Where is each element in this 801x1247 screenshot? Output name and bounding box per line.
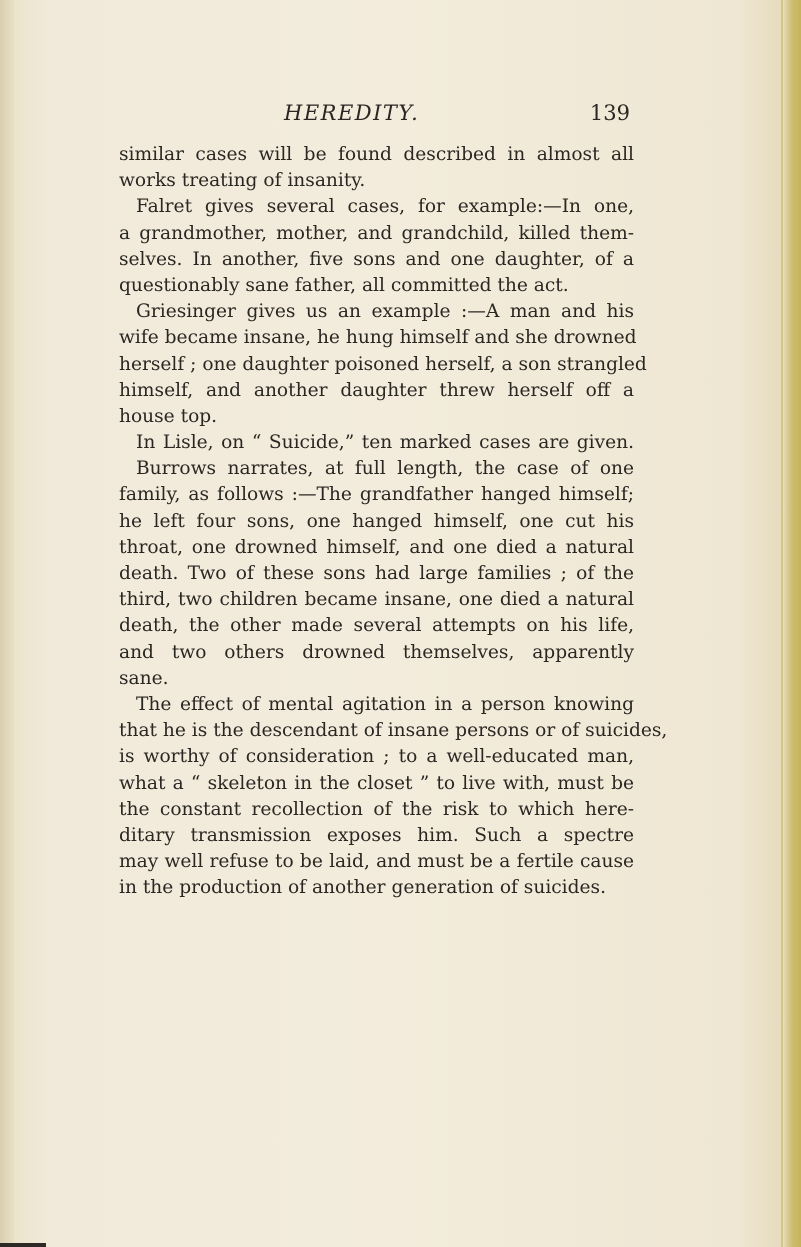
text-line: throat, one drowned himself, and one died a natural — [119, 536, 634, 558]
text-line: The effect of mental agitation in a person knowing — [136, 693, 634, 715]
text-line: questionably sane father, all committed the act. — [119, 274, 569, 296]
text-line: works treating of insanity. — [119, 170, 366, 192]
text-line: a grandmother, mother, and grandchild, killed them- — [119, 222, 634, 244]
text-line: in the production of another generation of suicides. — [119, 877, 606, 899]
text-line: herself ; one daughter poisoned herself, a son strangled — [119, 353, 647, 375]
text-line: Burrows narrates, at full length, the case of one — [136, 458, 634, 480]
running-head: HEREDITY. — [284, 101, 420, 125]
text-line: what a “ skeleton in the closet ” to live with, must be — [119, 772, 634, 794]
text-line: Falret gives several cases, for example:—In one, — [136, 196, 634, 218]
page-right-edge — [781, 0, 801, 1247]
text-line: family, as follows :—The grandfather hanged himself; — [119, 484, 634, 506]
text-line: wife became insane, he hung himself and she drowned — [119, 327, 637, 349]
text-line: himself, and another daughter threw herself off a — [119, 379, 634, 401]
text-line: he left four sons, one hanged himself, one cut his — [119, 510, 634, 532]
text-line: is worthy of consideration ; to a well-educated man, — [119, 746, 634, 768]
text-line: similar cases will be found described in almost all — [119, 144, 634, 165]
text-line: death. Two of these sons had large families ; of the — [119, 563, 634, 584]
text-line: house top. — [119, 405, 218, 427]
text-line: In Lisle, on “ Suicide,” ten marked cases are given. — [136, 432, 634, 454]
text-line: third, two children became insane, one died a natural — [119, 589, 634, 611]
page-corner-mark — [0, 1243, 46, 1247]
text-line: ditary transmission exposes him. Such a spectre — [119, 824, 634, 846]
text-line: may well refuse to be laid, and must be a fertile cause — [119, 851, 634, 873]
page-fold-line — [781, 0, 783, 1247]
text-line: that he is the descendant of insane persons or of suicides, — [119, 720, 668, 742]
text-line: the constant recollection of the risk to which here- — [119, 798, 634, 820]
page-header — [120, 101, 630, 135]
text-line: Griesinger gives us an example :—A man and his — [136, 301, 634, 323]
page-left-edge — [0, 0, 14, 1247]
text-line: sane. — [119, 667, 169, 689]
text-line: death, the other made several attempts on his life, — [119, 615, 634, 637]
text-line: and two others drowned themselves, apparently — [119, 641, 634, 663]
body-text — [119, 142, 668, 901]
text-line: selves. In another, five sons and one daughter, of a — [119, 248, 634, 270]
page-number: 139 — [589, 101, 630, 125]
